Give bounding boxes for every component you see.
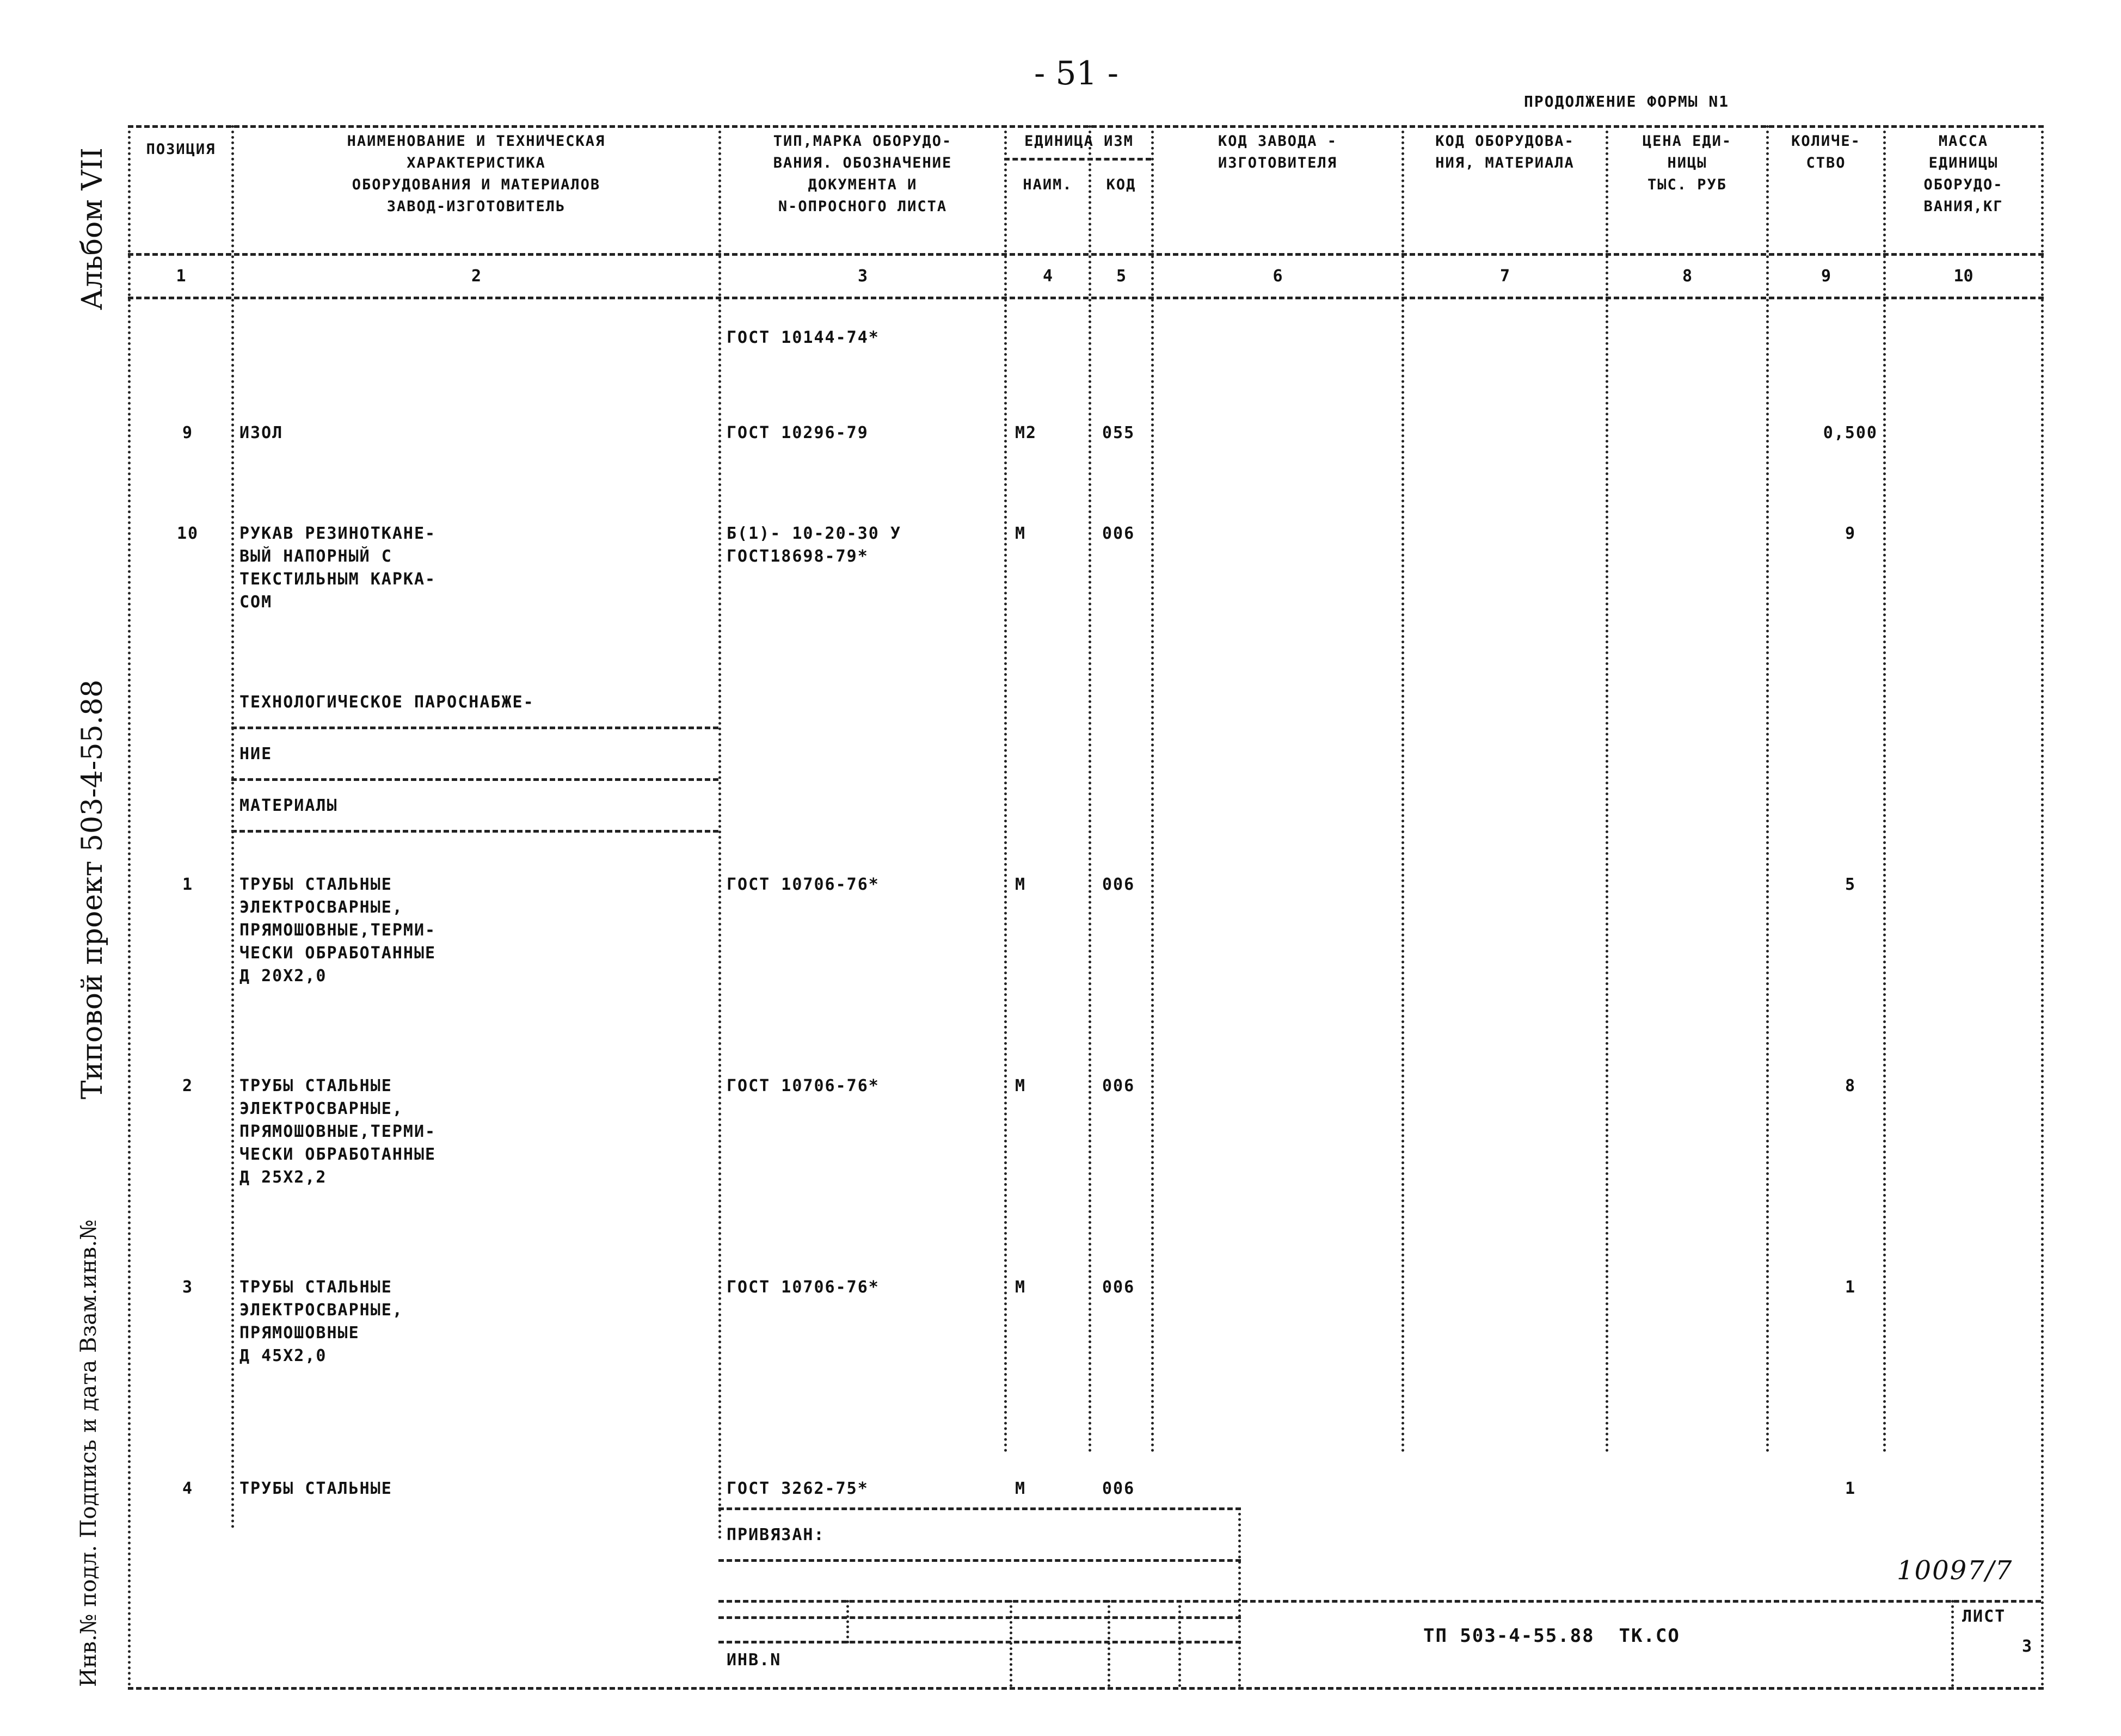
row2-unit: М [1015, 524, 1026, 543]
colnum-5: 5 [1116, 267, 1127, 286]
row3-qty: 5 [1845, 875, 1856, 894]
row2-qty: 9 [1845, 524, 1856, 543]
row3-unit: М [1015, 875, 1026, 894]
colnum-3: 3 [857, 267, 868, 286]
section-line-2 [231, 778, 718, 781]
left-sidebar [65, 109, 125, 1698]
header-factory-code: КОД ЗАВОДА - ИЗГОТОВИТЕЛЯ [1218, 133, 1338, 171]
row4-pos: 2 [182, 1076, 194, 1095]
row5-unit: М [1015, 1278, 1026, 1297]
header-position: ПОЗИЦИЯ [146, 141, 216, 158]
sheet-box-sep [1951, 1600, 1954, 1687]
colnum-10: 10 [1953, 267, 1974, 286]
stamp-sub-sep-2 [1010, 1600, 1012, 1687]
album-label: Альбом VII [76, 147, 109, 310]
header-unit-name: НАИМ. [1023, 176, 1073, 193]
colnum-2: 2 [471, 267, 482, 286]
header-unit: ЕДИНИЦА ИЗМ [1024, 133, 1134, 150]
row2-name: РУКАВ РЕЗИНОТКАНЕ- ВЫЙ НАПОРНЫЙ С ТЕКСТИЛЬНЫМ КАРКА- СОМ [239, 524, 437, 612]
header-material-code: КОД ОБОРУДОВА- НИЯ, МАТЕРИАЛА [1435, 133, 1575, 171]
stamp-line-3 [718, 1600, 2041, 1603]
row3-code: 006 [1102, 875, 1135, 894]
row4-type: ГОСТ 10706-76* [727, 1076, 880, 1095]
row4-unit: М [1015, 1076, 1026, 1095]
col-sep-6 [1151, 125, 1154, 1453]
table-frame [128, 117, 2044, 1690]
row1-code: 055 [1102, 423, 1135, 442]
colnum-8: 8 [1682, 267, 1693, 286]
row0-type: ГОСТ 10144-74* [727, 328, 880, 347]
stamp-right-sep [1238, 1507, 1241, 1687]
row4-qty: 8 [1845, 1076, 1856, 1095]
row1-unit: М2 [1015, 423, 1037, 442]
row2-pos: 10 [176, 524, 199, 543]
row6-qty: 1 [1845, 1479, 1856, 1498]
header-name: НАИМЕНОВАНИЕ И ТЕХНИЧЕСКАЯ ХАРАКТЕРИСТИКА ОБОРУДОВАНИЯ И МАТЕРИАЛОВ ЗАВОД-ИЗГОТОВИТЕЛЬ [347, 133, 606, 215]
handwritten-number: 10097/7 [1897, 1555, 2013, 1586]
stamp-top-line [718, 1507, 1241, 1510]
row6-unit: М [1015, 1479, 1026, 1498]
colnum-9: 9 [1821, 267, 1831, 286]
colnum-7: 7 [1499, 267, 1510, 286]
section-title-2: НИЕ [239, 744, 273, 764]
row5-code: 006 [1102, 1278, 1135, 1297]
row5-qty: 1 [1845, 1278, 1856, 1297]
col-sep-2 [231, 125, 234, 1529]
row3-pos: 1 [182, 875, 194, 894]
row3-type: ГОСТ 10706-76* [727, 875, 880, 894]
row2-code: 006 [1102, 524, 1135, 543]
stamp-sub-sep-4 [1178, 1600, 1181, 1687]
header-unit-code: КОД [1106, 176, 1136, 193]
row1-qty: 0,500 [1823, 423, 1878, 442]
row1-type: ГОСТ 10296-79 [727, 423, 869, 442]
stamp-inv: ИНВ.N [727, 1651, 782, 1670]
col-sep-10 [1883, 125, 1886, 1453]
stamp-sheet-number: 3 [2021, 1637, 2033, 1656]
row6-type: ГОСТ 3262-75* [727, 1479, 869, 1498]
stamp-line-4 [718, 1641, 1241, 1643]
header-type: ТИП,МАРКА ОБОРУДО- ВАНИЯ. ОБОЗНАЧЕНИЕ ДОКУМЕНТА И N-ОПРОСНОГО ЛИСТА [773, 133, 952, 215]
header-quantity: КОЛИЧЕ- СТВО [1791, 133, 1861, 171]
row4-code: 006 [1102, 1076, 1135, 1095]
col-sep-1 [128, 125, 131, 1687]
project-label: Типовой проект 503-4-55.88 [76, 679, 109, 1099]
row1-name: ИЗОЛ [239, 423, 284, 442]
colnum-4: 4 [1042, 267, 1053, 286]
stamp-privyazan: ПРИВЯЗАН: [727, 1525, 825, 1544]
row6-code: 006 [1102, 1479, 1135, 1498]
stamp-line-2 [718, 1559, 1241, 1562]
stamp-sub-sep-3 [1108, 1600, 1110, 1687]
col-sep-9 [1766, 125, 1769, 1453]
row2-type: Б(1)- 10-20-30 У ГОСТ18698-79* [727, 524, 901, 566]
border-bottom [128, 1687, 2044, 1690]
border-top [128, 125, 2044, 128]
section-line-3 [231, 830, 718, 833]
row5-pos: 3 [182, 1278, 194, 1297]
stamp-sub-sep-1 [846, 1600, 849, 1643]
col-sep-right [2041, 125, 2044, 1687]
header-mass: МАССА ЕДИНИЦЫ ОБОРУДО- ВАНИЯ,КГ [1923, 133, 2003, 215]
stamp-column-label: Инв.№ подл. Подпись и дата Взам.инв.№ [76, 1219, 101, 1687]
row5-name: ТРУБЫ СТАЛЬНЫЕ ЭЛЕКТРОСВАРНЫЕ, ПРЯМОШОВНЫЕ Д 45Х2,0 [239, 1278, 403, 1365]
unit-subheader-line [1004, 158, 1151, 161]
row3-name: ТРУБЫ СТАЛЬНЫЕ ЭЛЕКТРОСВАРНЫЕ, ПРЯМОШОВНЫЕ,ТЕРМИ- ЧЕСКИ ОБРАБОТАННЫЕ Д 20Х2,0 [239, 875, 437, 986]
row6-name: ТРУБЫ СТАЛЬНЫЕ [239, 1479, 392, 1498]
header-price: ЦЕНА ЕДИ- НИЦЫ ТЫС. РУБ [1642, 133, 1732, 193]
col-sep-7 [1401, 125, 1404, 1453]
section-title-1: ТЕХНОЛОГИЧЕСКОЕ ПАРОСНАБЖЕ- [239, 693, 534, 712]
col-sep-5 [1089, 125, 1091, 1453]
row5-type: ГОСТ 10706-76* [727, 1278, 880, 1297]
page-number: - 51 - [1034, 54, 1119, 93]
header-divider [128, 253, 2044, 256]
colnum-6: 6 [1272, 267, 1283, 286]
colnum-divider [128, 297, 2044, 299]
stamp-designation: ТП 503-4-55.88 ТК.СО [1423, 1625, 1680, 1647]
row4-name: ТРУБЫ СТАЛЬНЫЕ ЭЛЕКТРОСВАРНЫЕ, ПРЯМОШОВНЫЕ,ТЕРМИ- ЧЕСКИ ОБРАБОТАННЫЕ Д 25Х2,2 [239, 1076, 437, 1187]
row1-pos: 9 [182, 423, 194, 442]
col-sep-8 [1606, 125, 1608, 1453]
row6-pos: 4 [182, 1479, 194, 1498]
continuation-label: ПРОДОЛЖЕНИЕ ФОРМЫ N1 [1524, 93, 1730, 110]
col-sep-4 [1004, 125, 1007, 1453]
section-line-1 [231, 727, 718, 729]
col-sep-3 [718, 125, 721, 1540]
stamp-sheet-label: ЛИСТ [1962, 1607, 2006, 1626]
colnum-1: 1 [176, 267, 186, 286]
stamp-line-5 [718, 1616, 1241, 1619]
section-title-3: МАТЕРИАЛЫ [239, 796, 338, 815]
